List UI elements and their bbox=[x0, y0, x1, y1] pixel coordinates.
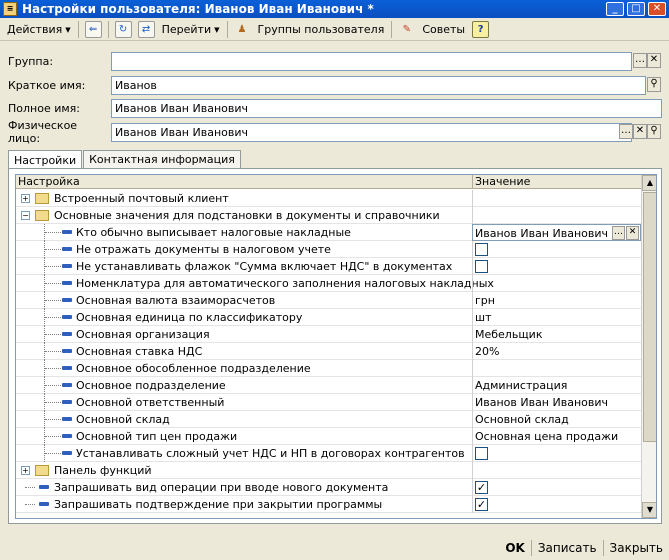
setting-value-text: Иванов Иван Иванович bbox=[475, 227, 608, 240]
scrollbar-thumb[interactable] bbox=[643, 192, 657, 442]
minimize-button[interactable]: _ bbox=[606, 2, 624, 16]
window-title: Настройки пользователя: Иванов Иван Иванович * bbox=[22, 2, 374, 16]
actions-menu[interactable] bbox=[3, 20, 75, 40]
setting-item-icon bbox=[62, 417, 72, 421]
setting-row[interactable] bbox=[16, 258, 641, 275]
setting-label: Устанавливать сложный учет НДС и НП в договорах контрагентов bbox=[76, 447, 465, 460]
setting-label: Кто обычно выписывает налоговые накладные bbox=[76, 226, 351, 239]
goto-menu[interactable] bbox=[158, 20, 224, 40]
scroll-up-arrow-icon[interactable]: ▲ bbox=[642, 175, 657, 191]
group-clear-button[interactable]: ✕ bbox=[647, 53, 661, 68]
setting-row[interactable] bbox=[16, 428, 641, 445]
setting-label: Основной склад bbox=[76, 413, 170, 426]
setting-row[interactable] bbox=[16, 479, 641, 496]
tree-line bbox=[45, 283, 61, 284]
setting-item-icon bbox=[39, 485, 49, 489]
tree-line bbox=[45, 300, 61, 301]
checkbox-unchecked[interactable] bbox=[475, 243, 488, 256]
setting-value[interactable] bbox=[472, 377, 641, 394]
setting-row[interactable] bbox=[16, 360, 641, 377]
setting-value[interactable] bbox=[472, 411, 641, 428]
setting-item-icon bbox=[62, 264, 72, 268]
tree-line bbox=[25, 487, 35, 488]
setting-value-text: Иванов Иван Иванович bbox=[475, 396, 608, 409]
setting-label: Основной ответственный bbox=[76, 396, 225, 409]
setting-label: Основная единица по классификатору bbox=[76, 311, 303, 324]
checkbox-unchecked[interactable] bbox=[475, 260, 488, 273]
setting-label: Запрашивать подтверждение при закрытии программы bbox=[54, 498, 383, 511]
tree-group-row[interactable] bbox=[16, 207, 641, 224]
short-name-row bbox=[8, 76, 111, 94]
setting-row[interactable] bbox=[16, 445, 641, 462]
setting-item-icon bbox=[62, 298, 72, 302]
checkbox-unchecked[interactable] bbox=[475, 447, 488, 460]
setting-label: Не устанавливать флажок "Сумма включает НДС" в документах bbox=[76, 260, 453, 273]
tree-line bbox=[45, 334, 61, 335]
setting-row[interactable] bbox=[16, 343, 641, 360]
setting-label: Основная организация bbox=[76, 328, 210, 341]
setting-value[interactable] bbox=[472, 394, 641, 411]
setting-label: Встроенный почтовый клиент bbox=[54, 192, 229, 205]
setting-value-text: шт bbox=[475, 311, 492, 324]
tree-line bbox=[45, 453, 61, 454]
setting-item-icon bbox=[62, 247, 72, 251]
scroll-down-arrow-icon[interactable]: ▼ bbox=[642, 502, 657, 518]
setting-row[interactable] bbox=[16, 224, 641, 241]
help-icon[interactable]: ? bbox=[472, 21, 489, 38]
setting-item-icon bbox=[62, 281, 72, 285]
search-icon[interactable]: ⚲ bbox=[647, 124, 661, 139]
tree-line bbox=[45, 419, 61, 420]
tree-line bbox=[25, 504, 35, 505]
tab-settings[interactable]: Настройки bbox=[8, 150, 82, 169]
save-button[interactable]: Записать bbox=[537, 541, 597, 555]
setting-value[interactable] bbox=[472, 207, 641, 224]
setting-item-icon bbox=[62, 332, 72, 336]
person-label: Физическое лицо: bbox=[8, 119, 78, 145]
tree-line bbox=[45, 436, 61, 437]
ok-button[interactable]: OK bbox=[505, 541, 525, 555]
setting-label: Основное обособленное подразделение bbox=[76, 362, 311, 375]
close-window-button[interactable]: ✕ bbox=[648, 2, 666, 16]
setting-value[interactable] bbox=[472, 445, 641, 462]
setting-value[interactable] bbox=[472, 428, 641, 445]
setting-value[interactable] bbox=[472, 224, 641, 241]
setting-value[interactable] bbox=[472, 343, 641, 360]
setting-label: Запрашивать вид операции при вводе нового документа bbox=[54, 481, 389, 494]
setting-value-text: грн bbox=[475, 294, 495, 307]
setting-item-icon bbox=[62, 230, 72, 234]
toolbar-separator bbox=[227, 21, 228, 38]
tips-button[interactable]: Советы bbox=[422, 23, 466, 36]
toolbar-separator bbox=[391, 21, 392, 38]
settings-panel bbox=[8, 168, 662, 524]
setting-row[interactable] bbox=[16, 377, 641, 394]
tree-line bbox=[45, 351, 61, 352]
setting-value[interactable] bbox=[472, 309, 641, 326]
window-icon: ≡ bbox=[3, 2, 17, 16]
setting-value[interactable] bbox=[472, 326, 641, 343]
setting-value[interactable] bbox=[472, 462, 641, 479]
folder-icon bbox=[35, 465, 49, 476]
tree-line bbox=[45, 402, 61, 403]
setting-value-text: 20% bbox=[475, 345, 500, 358]
short-name-label: Краткое имя: bbox=[8, 78, 86, 92]
full-name-row bbox=[8, 99, 111, 117]
setting-value[interactable] bbox=[472, 241, 641, 258]
setting-value-text: Основная цена продажи bbox=[475, 430, 619, 443]
tab-contact-info[interactable]: Контактная информация bbox=[83, 150, 241, 168]
title-bar bbox=[0, 0, 669, 18]
close-button[interactable]: Закрыть bbox=[609, 541, 663, 555]
vertical-scrollbar[interactable] bbox=[641, 175, 657, 518]
setting-row[interactable] bbox=[16, 411, 641, 428]
group-select-button[interactable]: … bbox=[633, 53, 647, 68]
maximize-button[interactable]: □ bbox=[627, 2, 645, 16]
setting-label: Основная валюта взаиморасчетов bbox=[76, 294, 276, 307]
person-field[interactable]: Иванов Иван Иванович bbox=[111, 123, 632, 142]
tree-line bbox=[45, 317, 61, 318]
expand-icon[interactable]: + bbox=[22, 194, 29, 203]
user-groups-button[interactable]: Группы пользователя bbox=[257, 23, 385, 36]
transfer-icon[interactable]: ⇄ bbox=[138, 21, 155, 38]
setting-label: Номенклатура для автоматического заполнения налоговых накладных bbox=[76, 277, 494, 290]
collapse-icon[interactable]: − bbox=[22, 211, 29, 220]
setting-row[interactable] bbox=[16, 394, 641, 411]
setting-label: Основные значения для подстановки в документы и справочники bbox=[54, 209, 440, 222]
setting-item-icon bbox=[62, 349, 72, 353]
person-clear-button[interactable]: ✕ bbox=[633, 124, 647, 139]
column-header-setting[interactable]: Настройка bbox=[18, 175, 80, 188]
setting-value[interactable] bbox=[472, 360, 641, 377]
setting-item-icon bbox=[62, 315, 72, 319]
tree-group-row[interactable] bbox=[16, 190, 641, 207]
toolbar-separator bbox=[78, 21, 79, 38]
setting-item-icon bbox=[62, 451, 72, 455]
setting-value[interactable] bbox=[472, 496, 641, 513]
full-name-field[interactable]: Иванов Иван Иванович bbox=[111, 99, 662, 118]
value-clear-button[interactable]: ✕ bbox=[626, 226, 639, 240]
user-icon: ♟ bbox=[237, 24, 247, 35]
column-header-value[interactable]: Значение bbox=[472, 175, 641, 189]
settings-grid bbox=[15, 174, 657, 519]
setting-label: Панель функций bbox=[54, 464, 152, 477]
setting-value[interactable] bbox=[472, 275, 641, 292]
folder-icon bbox=[35, 210, 49, 221]
group-field[interactable] bbox=[111, 52, 632, 71]
short-name-field[interactable]: Иванов bbox=[111, 76, 646, 95]
folder-icon bbox=[35, 193, 49, 204]
setting-label: Основной тип цен продажи bbox=[76, 430, 238, 443]
toolbar-separator bbox=[108, 21, 109, 38]
value-select-button[interactable]: … bbox=[612, 226, 625, 240]
full-name-label: Полное имя: bbox=[8, 101, 80, 115]
setting-item-icon bbox=[62, 366, 72, 370]
setting-item-icon bbox=[62, 434, 72, 438]
person-row bbox=[8, 119, 111, 145]
setting-row[interactable] bbox=[16, 275, 641, 292]
setting-label: Основное подразделение bbox=[76, 379, 226, 392]
setting-item-icon bbox=[62, 383, 72, 387]
setting-value[interactable] bbox=[472, 479, 641, 496]
expand-icon[interactable]: + bbox=[22, 466, 29, 475]
setting-value[interactable] bbox=[472, 292, 641, 309]
tree-line bbox=[45, 368, 61, 369]
toolbar bbox=[0, 19, 669, 41]
tree-line bbox=[45, 385, 61, 386]
bottom-bar bbox=[0, 536, 669, 560]
setting-value[interactable] bbox=[472, 190, 641, 207]
tree-group-row[interactable] bbox=[16, 462, 641, 479]
setting-item-icon bbox=[39, 502, 49, 506]
setting-item-icon bbox=[62, 400, 72, 404]
tree-line bbox=[45, 232, 61, 233]
grid-header bbox=[16, 175, 641, 189]
setting-label: Не отражать документы в налоговом учете bbox=[76, 243, 331, 256]
group-label: Группа: bbox=[8, 54, 54, 68]
setting-label: Основная ставка НДС bbox=[76, 345, 203, 358]
tab-strip bbox=[8, 150, 242, 168]
group-row bbox=[8, 52, 111, 70]
setting-value-text: Основной склад bbox=[475, 413, 569, 426]
checkbox-checked[interactable]: ✓ bbox=[476, 481, 487, 494]
refresh-icon[interactable]: ↻ bbox=[115, 21, 132, 38]
tips-icon: ✎ bbox=[402, 24, 412, 35]
goto-menu-label: Перейти bbox=[161, 23, 212, 36]
back-arrow-icon[interactable]: ⇐ bbox=[85, 21, 102, 38]
setting-row[interactable] bbox=[16, 292, 641, 309]
tree-line bbox=[45, 266, 61, 267]
tree-line bbox=[45, 249, 61, 250]
setting-row[interactable] bbox=[16, 309, 641, 326]
setting-row[interactable] bbox=[16, 241, 641, 258]
chevron-down-icon: ▼ bbox=[65, 25, 71, 34]
setting-value-text: Администрация bbox=[475, 379, 568, 392]
setting-row[interactable] bbox=[16, 496, 641, 513]
person-select-button[interactable]: … bbox=[619, 124, 633, 139]
chevron-down-icon: ▼ bbox=[214, 25, 220, 34]
setting-row[interactable] bbox=[16, 326, 641, 343]
setting-value[interactable] bbox=[472, 258, 641, 275]
checkbox-checked[interactable]: ✓ bbox=[476, 498, 487, 511]
setting-value-text: Мебельщик bbox=[475, 328, 543, 341]
actions-menu-label: Действия bbox=[7, 23, 63, 36]
search-icon[interactable]: ⚲ bbox=[647, 77, 661, 92]
